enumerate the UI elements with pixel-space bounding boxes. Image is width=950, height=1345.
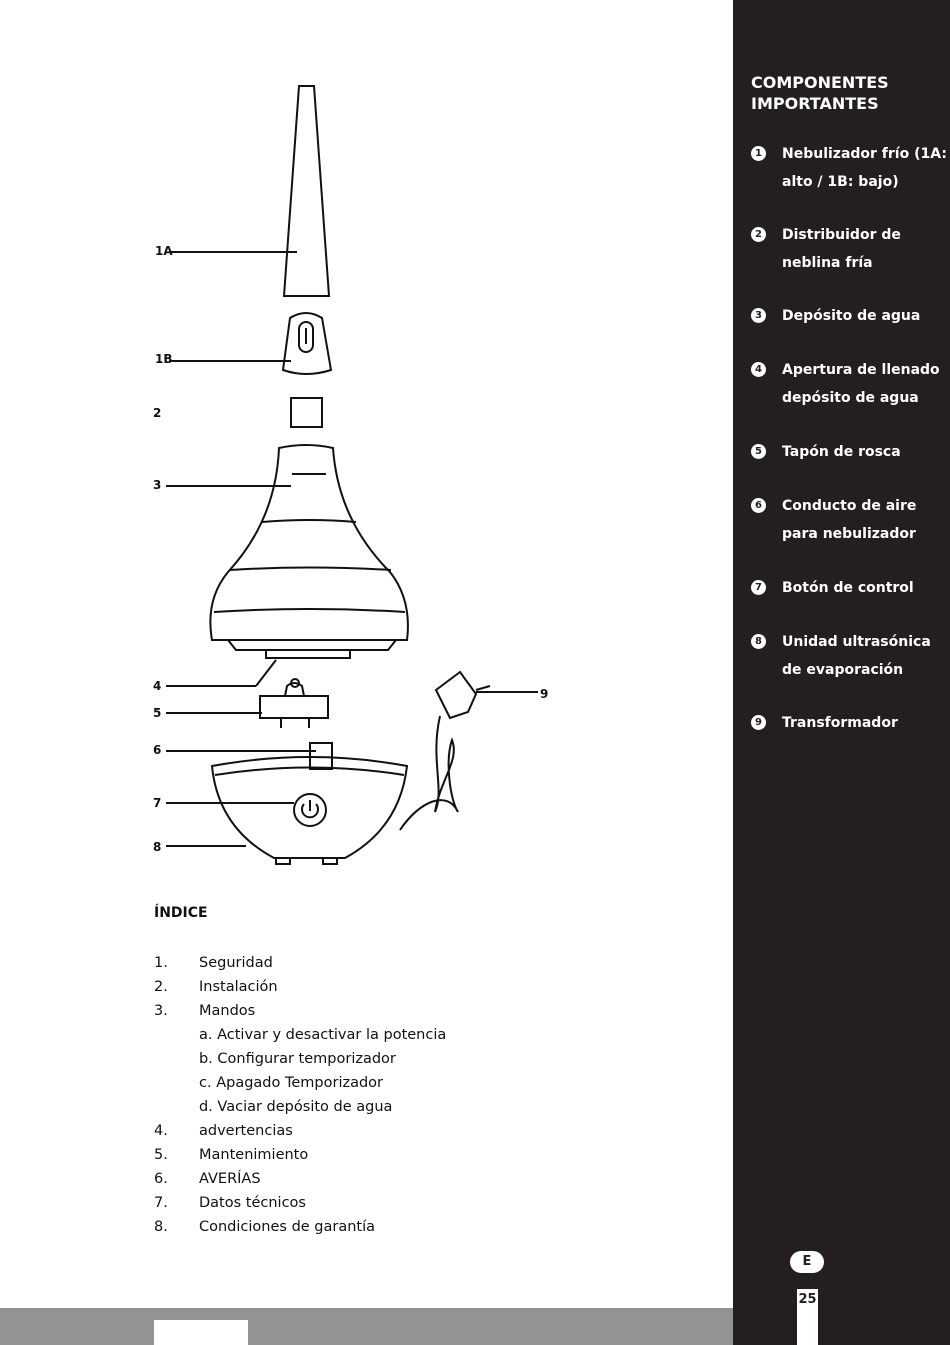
index-item-number: 6. [154,1171,168,1187]
index-item-label: Condiciones de garantía [199,1219,376,1235]
component-label [782,493,947,548]
diagram-label: 1A [155,244,173,258]
component-label [782,629,947,684]
component-number-badge: 5 [751,444,766,459]
diagram-label: 6 [153,743,162,757]
component-label-line: Unidad ultrasónica [782,634,931,650]
humidifier-exploded-diagram [140,80,580,890]
component-number-badge: 7 [751,580,766,595]
sidebar-title-line: IMPORTANTES [751,94,879,113]
index-item-label: b. Configurar temporizador [199,1051,396,1067]
index-item-label: Instalación [199,979,278,995]
index-item-label: Seguridad [199,955,273,971]
component-label [782,303,947,331]
diagram-label: 8 [153,840,162,854]
diagram-label: 3 [153,478,162,492]
transformer-shape [436,672,476,718]
component-number-badge: 9 [751,715,766,730]
diagram-label: 4 [153,679,162,693]
index-item-label: d. Vaciar depósito de agua [199,1099,393,1115]
index-item-number: 7. [154,1195,168,1211]
index-item-number: 5. [154,1147,168,1163]
component-label-line: depósito de agua [782,389,919,406]
component-label-line: Transformador [782,715,898,731]
diagram-label: 5 [153,706,162,720]
footer-white-tab [154,1320,248,1345]
index-item-label: c. Apagado Temporizador [199,1075,384,1091]
component-label-line: de evaporación [782,661,904,678]
component-label-line: Conducto de aire [782,498,917,514]
component-label [782,222,947,277]
component-number-badge: 6 [751,498,766,513]
component-label [782,357,947,412]
diagram-label: 1B [155,352,173,366]
diagram-label: 2 [153,406,162,420]
index-item-label: Datos técnicos [199,1195,306,1211]
index-item-number: 3. [154,1003,168,1019]
component-label-line: Tapón de rosca [782,444,901,460]
component-label-line: Botón de control [782,580,914,596]
index-title: ÍNDICE [154,905,208,921]
component-label [782,439,947,467]
component-label-line: Nebulizador frío (1A: [782,146,947,162]
index-item-label: Mandos [199,1003,256,1019]
sidebar-title [751,72,941,114]
component-number-badge: 2 [751,227,766,242]
component-label-line: para nebulizador [782,525,916,542]
component-label-line: Distribuidor de [782,227,901,243]
index-item-number: 1. [154,955,168,971]
index-item-label: a. Activar y desactivar la potencia [199,1027,447,1043]
index-item-label: AVERÍAS [199,1171,261,1187]
component-number-badge: 8 [751,634,766,649]
diagram-label: 9 [540,687,549,701]
nozzle-high-shape [284,86,329,296]
language-badge: E [790,1251,824,1273]
index-item-number: 2. [154,979,168,995]
component-number-badge: 3 [751,308,766,323]
index-item-number: 4. [154,1123,168,1139]
component-label-line: neblina fría [782,254,873,271]
diagram-label: 7 [153,796,162,810]
index-item-label: advertencias [199,1123,293,1139]
index-item-number: 8. [154,1219,168,1235]
air-conduit-shape [310,743,332,769]
component-label-line: alto / 1B: bajo) [782,173,899,190]
component-label-line: Depósito de agua [782,308,921,324]
page-number: 25 [798,1292,817,1307]
components-sidebar [733,0,950,1345]
screw-cap-shape [260,696,328,718]
component-number-badge: 1 [751,146,766,161]
sidebar-title-line: COMPONENTES [751,73,889,92]
component-label [782,575,947,603]
component-number-badge: 4 [751,362,766,377]
component-label [782,141,947,196]
component-label-line: Apertura de llenado [782,362,940,378]
index-item-label: Mantenimiento [199,1147,309,1163]
component-label [782,710,947,738]
distributor-shape [291,398,322,427]
